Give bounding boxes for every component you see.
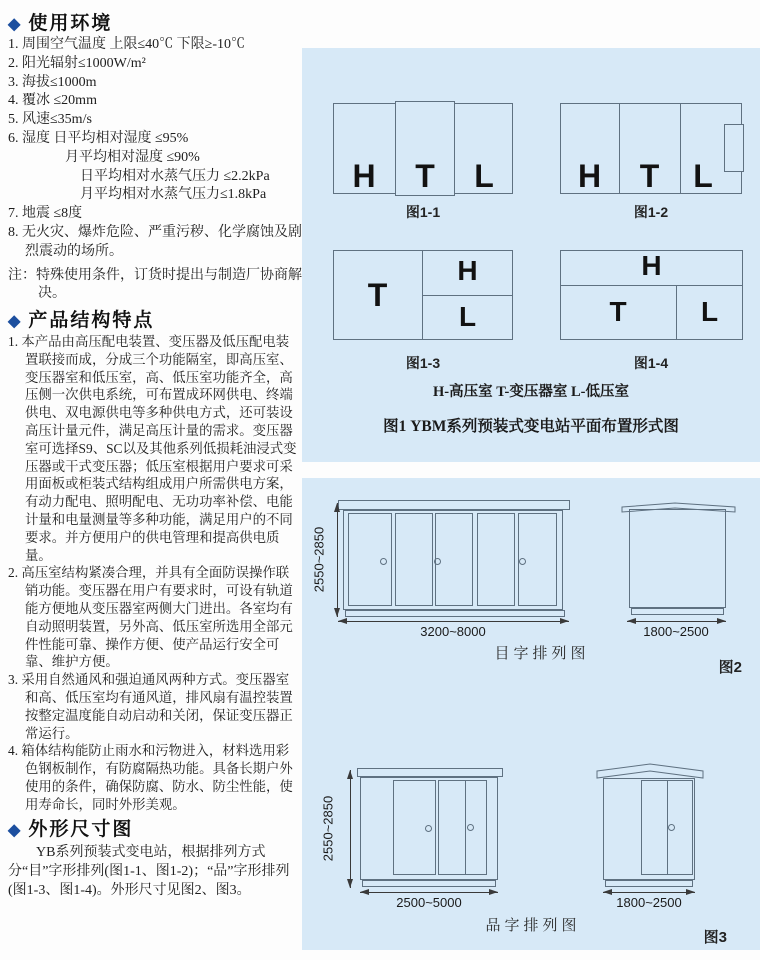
- figure1-legend: H-高压室 T-变压器室 L-低压室: [432, 384, 630, 400]
- fig3-side-width-dim-label: 1800~2500: [616, 895, 682, 910]
- usage-item: 2. 阳光辐射≤1000W/m²: [8, 55, 146, 71]
- fig1-2-label-t: T: [639, 158, 660, 194]
- door-knob: [519, 558, 526, 565]
- left-text-column: [8, 0, 302, 960]
- features-title: 产品结构特点: [28, 310, 155, 331]
- fig2-door: [477, 513, 515, 606]
- fig2-height-dim-label: 2550~2850: [311, 526, 327, 593]
- fig3-front-width-dim-label: 2500~5000: [396, 895, 462, 910]
- fig2-front-roof: [338, 500, 570, 510]
- fig1-3-label-h: H: [457, 255, 478, 286]
- fig3-front-caption: 品字排列图: [485, 918, 581, 934]
- fig1-4-label-h: H: [641, 250, 662, 281]
- usage-subitem: 月平均相对水蒸气压力≤1.8kPa: [80, 187, 267, 203]
- fig3-door: [438, 780, 487, 875]
- fig3-height-dim-line: [350, 770, 351, 888]
- dimensions-paragraph: YB系列预装式变电站，根据排列方式分“目”字形排列(图1-1、图1-2)；“品”字形排列(图1-3、图1-4)。外形尺寸见图2、图3。: [8, 845, 290, 898]
- fig3-front-base: [362, 880, 496, 887]
- section-header-features: [8, 305, 302, 332]
- door-knob: [467, 824, 474, 831]
- usage-item: 4. 覆冰 ≤20mm: [8, 93, 97, 109]
- feature-item: 2. 高压室结构紧凑合理，并具有全面防误操作联销功能。变压器在用户有要求时，可设有轨道能方便地从变压器室两侧大门进出。各室均有自动照明装置，另外高、低压室所选用全部元件性能可靠、操作方便、使产品运行安全可靠、维护方便。: [8, 565, 293, 670]
- fig1-3-label-t: T: [367, 277, 388, 313]
- figure1-title: 图1 YBM系列预装式变电站平面布置形式图: [383, 418, 679, 435]
- fig3-door-divider: [465, 780, 466, 875]
- section-header-usage: [8, 8, 302, 35]
- fig3-side-width-dim-line: [603, 892, 695, 893]
- fig3-front-width-dim-line: [360, 892, 498, 893]
- door-knob: [425, 825, 432, 832]
- usage-subitem: 日平均相对水蒸气压力 ≤2.2kPa: [80, 168, 270, 184]
- fig1-4-label-t: T: [609, 296, 627, 327]
- fig3-height-dim-label: 2550~2850: [320, 795, 336, 862]
- fig2-side-width-dim-line: [627, 621, 726, 622]
- fig2-height-dim-line: [337, 503, 338, 617]
- fig1-4-label-l: L: [700, 296, 719, 327]
- fig1-1-caption: 图1-1: [405, 204, 441, 220]
- usage-item: 6. 湿度 日平均相对湿度 ≤95%: [8, 130, 189, 146]
- section-header-dimensions: [8, 814, 302, 841]
- features-list: [8, 333, 302, 814]
- feature-item: 4. 箱体结构能防止雨水和污物进入，材料选用彩色钢板制作，有防腐隔热功能。具备长期户外使用的条件，确保防腐、防水、防尘性能，使用寿命长，同时外形美观。: [8, 743, 293, 812]
- fig1-3-caption: 图1-3: [405, 355, 441, 371]
- fig2-door: [395, 513, 433, 606]
- fig1-4-caption: 图1-4: [633, 355, 669, 371]
- door-knob: [434, 558, 441, 565]
- fig1-1-label-t: T: [415, 158, 435, 194]
- fig2-side-body: [629, 509, 726, 608]
- figure2-label: 图2: [718, 659, 742, 676]
- door-knob: [668, 824, 675, 831]
- fig1-2-label-l: L: [693, 158, 713, 194]
- fig2-front-caption: 目字排列图: [494, 646, 590, 662]
- fig1-3-label-l: L: [458, 301, 477, 332]
- figure23-panel: [302, 478, 760, 950]
- fig3-front-roof: [357, 768, 503, 777]
- usage-item: 1. 周围空气温度 上限≤40℃ 下限≥-10℃: [8, 37, 246, 52]
- fig1-2-caption: 图1-2: [633, 204, 669, 220]
- fig2-front-width-dim-line: [338, 621, 569, 622]
- fig1-4-divider: [560, 285, 743, 286]
- fig2-front-base: [345, 610, 565, 617]
- dimensions-title: 外形尺寸图: [28, 819, 134, 840]
- usage-list: [8, 36, 302, 304]
- diamond-bullet-icon: ◆: [8, 16, 21, 33]
- usage-item: 8. 无火灾、爆炸危险、严重污秽、化学腐蚀及剧烈震动的场所。: [8, 224, 302, 259]
- door-knob: [380, 558, 387, 565]
- fig1-2-cabinet: [724, 124, 744, 172]
- fig2-side-base: [631, 608, 724, 615]
- usage-subitem: 月平均相对湿度 ≤90%: [65, 149, 200, 165]
- diamond-bullet-icon: ◆: [8, 313, 21, 330]
- figure3-label: 图3: [703, 929, 727, 946]
- fig1-3-divider: [422, 295, 513, 296]
- usage-item: 3. 海拔≤1000m: [8, 74, 97, 90]
- fig1-1-label-l: L: [474, 158, 494, 194]
- feature-item: 1. 本产品由高压配电装置、变压器及低压配电装置联接而成，分成三个功能隔室，即高压室、变压器室和低压室，高、低压室功能齐全，高压侧一次供电系统，可布置成环网供电、终端供电、双电源供电等多种供电方式，还可装设高压计量元件，满足高压计量的需求。变压器室可选择S9、SC以及其他系列低损耗油浸式变压器或干式变压器；低压室根据用户要求可采用面板或柜装式结构组成用户所需供电方案，有动力配电、照明配电、无功功率补偿、电能计量和电量测量等多种功能，满足用户的不同要求。并方便用户的供电管理和提高供电质量。: [8, 334, 297, 563]
- fig3-side-base: [605, 880, 693, 887]
- feature-item: 3. 采用自然通风和强迫通风两种方式。变压器室和高、低压室均有通风道，排风扇有温控装置按整定温度能自动启动和关闭，保证变压器正常运行。: [8, 672, 293, 741]
- diamond-bullet-icon: ◆: [8, 822, 21, 839]
- fig2-side-width-dim-label: 1800~2500: [643, 624, 709, 639]
- figure1-panel: [302, 48, 760, 462]
- usage-note: 注：特殊使用条件，订货时提出与制造厂协商解决。: [8, 267, 302, 302]
- usage-title: 使用环境: [28, 13, 113, 34]
- fig2-front-width-dim-label: 3200~8000: [420, 624, 486, 639]
- fig1-2-label-h: H: [577, 158, 602, 194]
- fig1-1-label-h: H: [352, 158, 376, 194]
- usage-item: 7. 地震 ≤8度: [8, 206, 83, 222]
- usage-item: 5. 风速≤35m/s: [8, 112, 92, 128]
